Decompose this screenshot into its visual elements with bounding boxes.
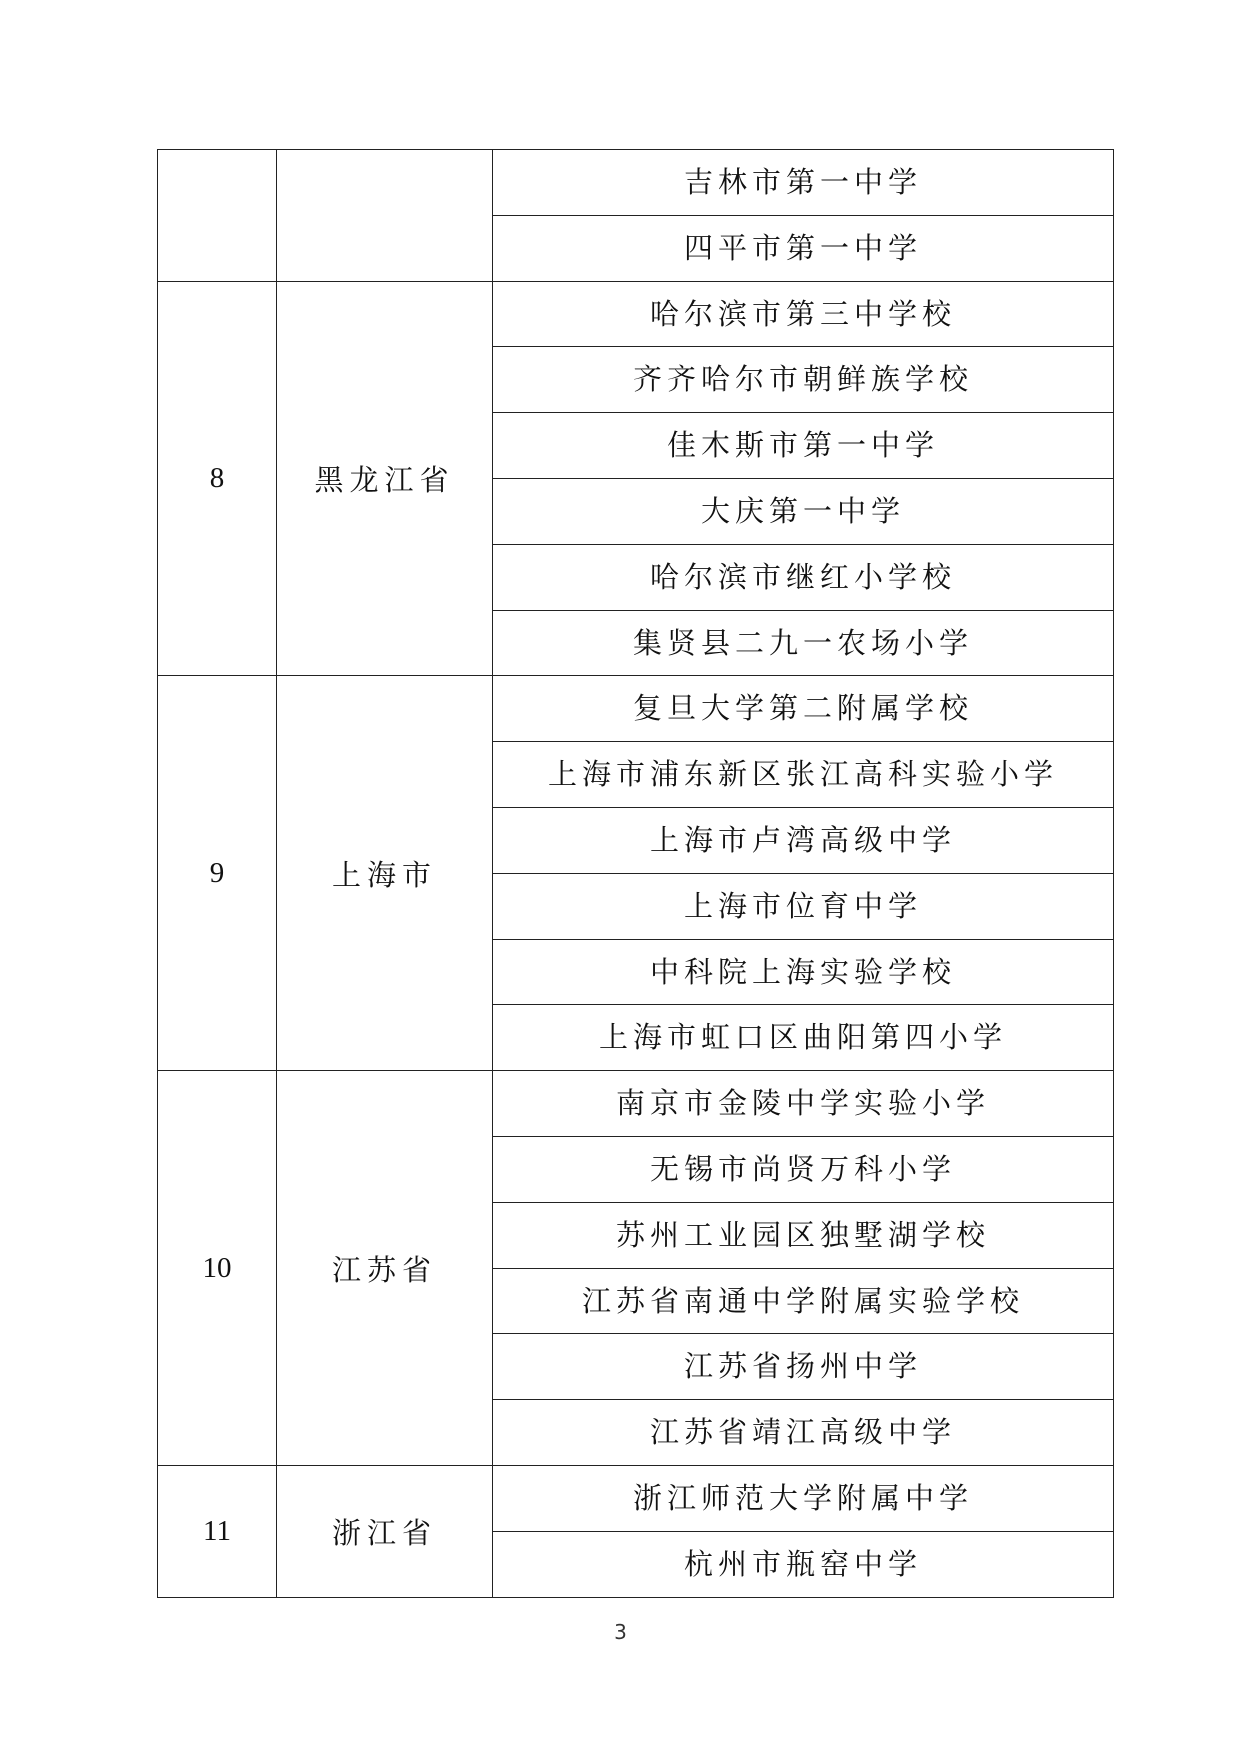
school-name-cell: 南京市金陵中学实验小学 — [493, 1071, 1114, 1137]
row-number-cell: 10 — [158, 1071, 277, 1466]
school-list-table — [157, 149, 1114, 1598]
province-cell: 江苏省 — [277, 1071, 493, 1466]
school-name-cell: 浙江师范大学附属中学 — [493, 1465, 1114, 1531]
school-name-cell: 上海市卢湾高级中学 — [493, 807, 1114, 873]
school-name-cell: 上海市虹口区曲阳第四小学 — [493, 1005, 1114, 1071]
table-row — [158, 1071, 1114, 1137]
school-name-cell: 大庆第一中学 — [493, 478, 1114, 544]
row-number-cell: 9 — [158, 676, 277, 1071]
row-number-cell: 11 — [158, 1465, 277, 1597]
row-number-cell — [158, 150, 277, 282]
school-name-cell: 复旦大学第二附属学校 — [493, 676, 1114, 742]
table-row — [158, 150, 1114, 216]
school-name-cell: 无锡市尚贤万科小学 — [493, 1136, 1114, 1202]
school-name-cell: 四平市第一中学 — [493, 215, 1114, 281]
school-name-cell: 江苏省南通中学附属实验学校 — [493, 1268, 1114, 1334]
school-name-cell: 江苏省扬州中学 — [493, 1334, 1114, 1400]
school-name-cell: 中科院上海实验学校 — [493, 939, 1114, 1005]
table-body — [158, 150, 1114, 1598]
province-cell: 浙江省 — [277, 1465, 493, 1597]
school-name-cell: 哈尔滨市继红小学校 — [493, 544, 1114, 610]
school-name-cell: 齐齐哈尔市朝鲜族学校 — [493, 347, 1114, 413]
page-number: 3 — [614, 1620, 627, 1644]
school-name-cell: 吉林市第一中学 — [493, 150, 1114, 216]
row-number-cell: 8 — [158, 281, 277, 676]
province-cell — [277, 150, 493, 282]
table-row — [158, 1465, 1114, 1531]
school-name-cell: 杭州市瓶窑中学 — [493, 1531, 1114, 1597]
school-name-cell: 苏州工业园区独墅湖学校 — [493, 1202, 1114, 1268]
school-name-cell: 上海市浦东新区张江高科实验小学 — [493, 742, 1114, 808]
province-cell: 上海市 — [277, 676, 493, 1071]
school-name-cell: 上海市位育中学 — [493, 873, 1114, 939]
school-name-cell: 佳木斯市第一中学 — [493, 413, 1114, 479]
school-name-cell: 集贤县二九一农场小学 — [493, 610, 1114, 676]
province-cell: 黑龙江省 — [277, 281, 493, 676]
school-name-cell: 哈尔滨市第三中学校 — [493, 281, 1114, 347]
table-row — [158, 281, 1114, 347]
table-row — [158, 676, 1114, 742]
school-name-cell: 江苏省靖江高级中学 — [493, 1400, 1114, 1466]
